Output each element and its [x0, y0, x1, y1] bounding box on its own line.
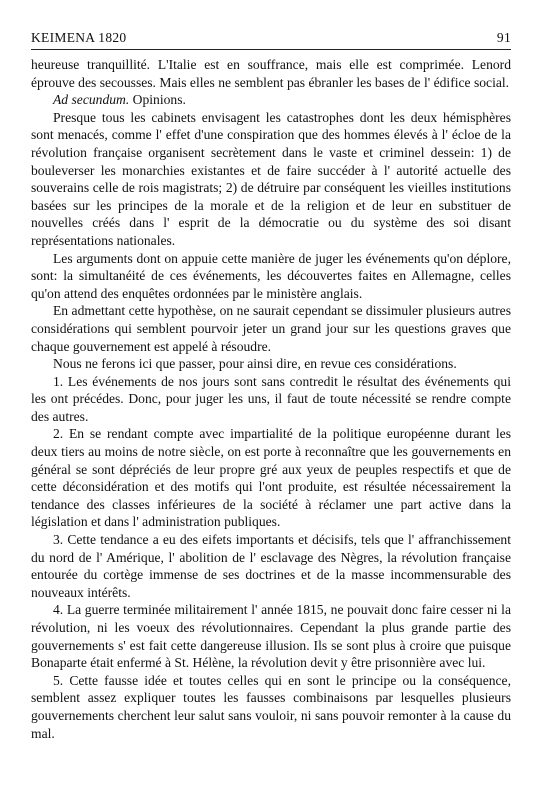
section-heading-lead: Ad secundum.: [53, 92, 130, 108]
section-heading: [31, 91, 511, 109]
paragraph-continuation: heureuse tranquillité. L'Italie est en souffrance, mais elle est comprimée. Lenord éprouve des secousses. Mais elles ne semblent pas ébranler les bases de l' édifice social.: [31, 57, 511, 90]
paragraph: Presque tous les cabinets envisagent les catastrophes dont les deux hémisphères sont menacés, comme l' effet d'une conspiration que des hommes élevés à l' écloe de la révolution française organisent secrètement dans le vaste et criminel dessein: 1) de bouleverser les monarchies existantes et de faire succéder à l' autorité actuelle des souverains celle de rois magistrats; 2) de détruire par conséquent les vieilles institutions basées sur les principes de la morale et de la religion et de leur en substituer de nouvelles créés dans l' esprit de la démocratie ou du système des soi disant représentations nationales.: [31, 109, 511, 248]
running-header: [31, 30, 511, 50]
book-page: [31, 30, 511, 742]
numbered-paragraph-5: 5. Cette fausse idée et toutes celles qui en sont le principe ou la conséquence, semblent assez expliquer toutes les fausses combinaisons par lesquelles plusieurs gouvernements cherchent leur salut sans vouloir, ni sans pouvoir remonter à la cause du mal.: [31, 672, 511, 741]
numbered-paragraph-3: 3. Cette tendance a eu des eifets importants et décisifs, tels que l' affranchissement du nord de l' Amérique, l' abolition de l' esclavage des Nègres, la révolution française entourée du cortège immense de ses doctrines et de la masse incommensurable des nouveaux intérêts.: [31, 532, 511, 600]
running-title: KEIMENA 1820: [31, 30, 127, 45]
numbered-paragraph-2: 2. En se rendant compte avec impartialité de la politique européenne durant les deux tiers au moins de notre siècle, on est porte à reconnaître que les gouvernements en général se sont dépréciés de leur propre gré aux yeux de peuples respectifs et que de cette déconsidération et des motifs qui l'ont produite, est résultée nécessairement la tendance des classes inférieures de la société à réclamer une part active dans la législation et dans l' administration publiques.: [31, 426, 511, 530]
numbered-paragraph-4: 4. La guerre terminée militairement l' année 1815, ne pouvait donc faire cesser ni la révolution, ni les voeux des révolutionnaires. Cependant la plus grande partie des gouvernements s' est fait cette dangereuse illusion. Ils se sont plus à croire que puisque Bonaparte était enfermé à St. Hélène, la révolution devit y être prisonnière avec lui.: [31, 602, 511, 671]
paragraph: En admettant cette hypothèse, on ne saurait cependant se dissimuler plusieurs autres considérations qui semblent pourvoir jeter un grand jour sur les questions graves que chaque gouvernement est appelé à résoudre.: [31, 303, 511, 354]
paragraph: Les arguments dont on appuie cette manière de juger les événements qu'on déplore, sont: la simultanéité de ces événements, les découvertes faites en Allemagne, celles qu'on attend des enquêtes ordonnées par le ministère anglais.: [31, 250, 511, 301]
section-heading-rest: Opinions.: [129, 92, 186, 108]
page-number: 91: [496, 30, 511, 45]
page-body: [31, 56, 511, 742]
paragraph: Nous ne ferons ici que passer, pour ainsi dire, en revue ces considérations.: [53, 356, 457, 372]
numbered-paragraph-1: 1. Les événements de nos jours sont sans contredit le résultat des événements qui les ont précédes. Donc, pour juger les uns, il faut de toute nécessité se rendre compte des autres.: [31, 373, 511, 424]
